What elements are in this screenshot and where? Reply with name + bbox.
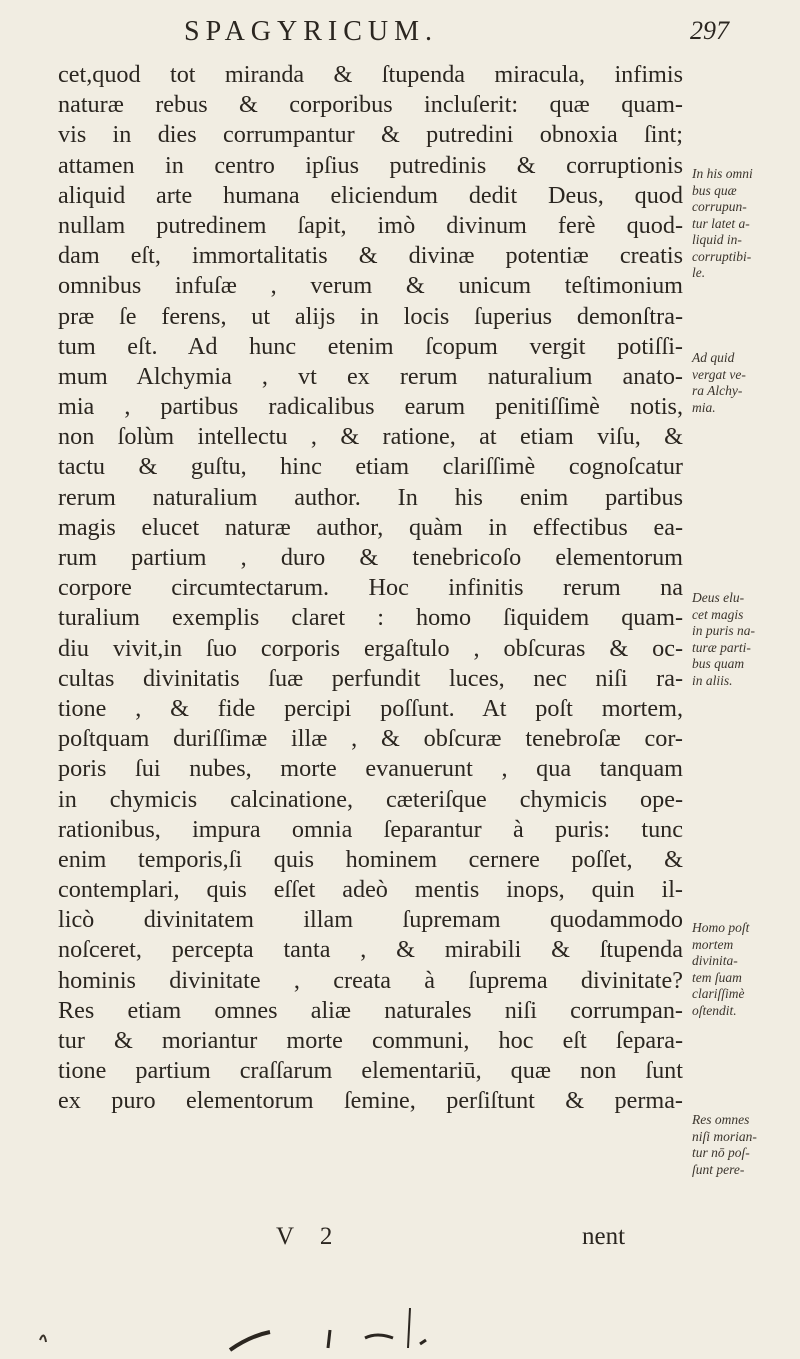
margin-note-line: Deus elu- — [692, 590, 745, 605]
margin-note — [692, 166, 796, 282]
text-line: mia , partibus radicalibus earum penitiſſimè notis, — [58, 393, 683, 421]
text-line: tione partium craſſarum elementariū, quæ non ſunt — [58, 1057, 683, 1085]
margin-note-line: tem ſuam — [692, 969, 742, 985]
margin-note-line: tur nō poſ- — [692, 1145, 750, 1160]
margin-note-line: le. — [692, 265, 706, 280]
running-title: SPAGYRICUM. — [184, 16, 439, 47]
margin-note-line: mia. — [692, 399, 716, 415]
main-text-block — [58, 60, 683, 1117]
text-line: enim temporis,ſi quis hominem cernere poſſet, & — [58, 845, 683, 873]
margin-note-line: ſunt pere- — [692, 1161, 745, 1177]
text-line: corpore circumtectarum. Hoc infinitis rerum na — [58, 574, 683, 602]
text-line: mum Alchymia , vt ex rerum naturalium anato- — [58, 362, 683, 390]
ink-smudges — [0, 1300, 800, 1359]
text-line: aliquid arte humana eliciendum dedit Deus, quod — [58, 181, 683, 209]
text-line: in chymicis calcinatione, cæteriſque chymicis ope- — [58, 785, 683, 813]
margin-note-line: Res omnes — [692, 1112, 750, 1127]
text-line: diu vivit,in ſuo corporis ergaſtulo , obſcuras & oc- — [58, 634, 683, 662]
margin-note-line: bus quæ — [692, 182, 737, 198]
text-line: vis in dies corrumpantur & putredini obnoxia ſint; — [58, 121, 683, 149]
margin-note-line: cet magis — [692, 606, 744, 622]
page-footer — [0, 1223, 800, 1263]
text-line: tum eſt. Ad hunc etenim ſcopum vergit potiſſi- — [58, 332, 683, 360]
text-line: ex puro elementorum ſemine, perſiſtunt & perma- — [58, 1087, 683, 1115]
text-line: nullam putredinem ſapit, imò divinum ferè quod- — [58, 211, 683, 239]
text-line: dam eſt, immortalitatis & divinæ potentiæ creatis — [58, 242, 683, 270]
margin-note-line: in puris na- — [692, 623, 756, 638]
text-line: præ ſe ferens, ut alijs in locis ſuperius demonſtra- — [58, 302, 683, 330]
text-line: rationibus, impura omnia ſeparantur à puris: tunc — [58, 815, 683, 843]
margin-note-line: tur latet a- — [692, 215, 750, 231]
page-number: 297 — [690, 16, 729, 45]
margin-note-line: bus quam — [692, 656, 745, 671]
text-line: poſtquam duriſſimæ illæ , & obſcuræ tenebroſæ cor- — [58, 725, 683, 753]
margin-note-line: Homo poſt — [692, 920, 750, 935]
text-line: magis elucet naturæ author, quàm in effectibus ea- — [58, 513, 683, 541]
margin-note-line: in aliis. — [692, 672, 733, 688]
margin-note-line: divinita- — [692, 953, 738, 968]
margin-note-line: vergat ve- — [692, 366, 746, 382]
margin-note-line: clariſſimè — [692, 986, 745, 1001]
text-line: cultas divinitatis ſuæ perfundit luces, nec niſi ra- — [58, 664, 683, 692]
text-line: cet,quod tot miranda & ſtupenda miracula, infimis — [58, 61, 683, 88]
text-line: turalium exemplis claret : homo ſiquidem quam- — [58, 604, 683, 632]
text-line: Res etiam omnes aliæ naturales niſi corrumpan- — [58, 996, 683, 1024]
margin-note — [692, 590, 796, 689]
text-line: non ſolùm intellectu , & ratione, at etiam viſu, & — [58, 423, 683, 451]
margin-note-line: liquid in- — [692, 232, 742, 247]
page-header — [0, 12, 800, 52]
margin-note-line: niſi morian- — [692, 1128, 757, 1144]
text-line: naturæ rebus & corporibus incluſerit: quæ quam- — [58, 91, 683, 119]
margin-note — [692, 920, 796, 1019]
text-line: attamen in centro ipſius putredinis & corruptionis — [58, 151, 683, 179]
text-line: contemplari, quis eſſet adeò mentis inops, quin il- — [58, 876, 683, 904]
margin-note-line: corrupun- — [692, 199, 747, 214]
margin-note-line: oſtendit. — [692, 1002, 737, 1018]
margin-note-line: ra Alchy- — [692, 383, 743, 398]
text-line: tur & moriantur morte communi, hoc eſt ſepara- — [58, 1027, 683, 1054]
text-line: poris ſui nubes, morte evanuerunt , qua tanquam — [58, 755, 683, 783]
margin-note-line: In his omni — [692, 166, 753, 181]
margin-note — [692, 350, 796, 416]
text-line: rerum naturalium author. In his enim partibus — [58, 483, 683, 511]
text-line: omnibus infuſæ , verum & unicum teſtimonium — [58, 272, 683, 300]
text-line: tactu & guſtu, hinc etiam clariſſimè cognoſcatur — [58, 453, 683, 481]
margin-note-line: mortem — [692, 936, 734, 952]
text-line: noſceret, percepta tanta , & mirabili & ſtupenda — [58, 936, 683, 964]
text-line: tione , & fide percipi poſſunt. At poſt mortem, — [58, 694, 683, 722]
text-line: hominis divinitate , creata à ſuprema divinitate? — [58, 966, 683, 994]
margin-note-line: corruptibi- — [692, 248, 752, 264]
margin-note — [692, 1112, 796, 1178]
margin-note-line: turæ parti- — [692, 639, 751, 655]
signature-mark: V 2 — [276, 1223, 343, 1250]
catchword: nent — [582, 1223, 626, 1250]
margin-note-line: Ad quid — [692, 350, 735, 365]
text-line: rum partium , duro & tenebricoſo elementorum — [58, 544, 683, 571]
text-line: licò divinitatem illam ſupremam quodammodo — [58, 906, 683, 934]
